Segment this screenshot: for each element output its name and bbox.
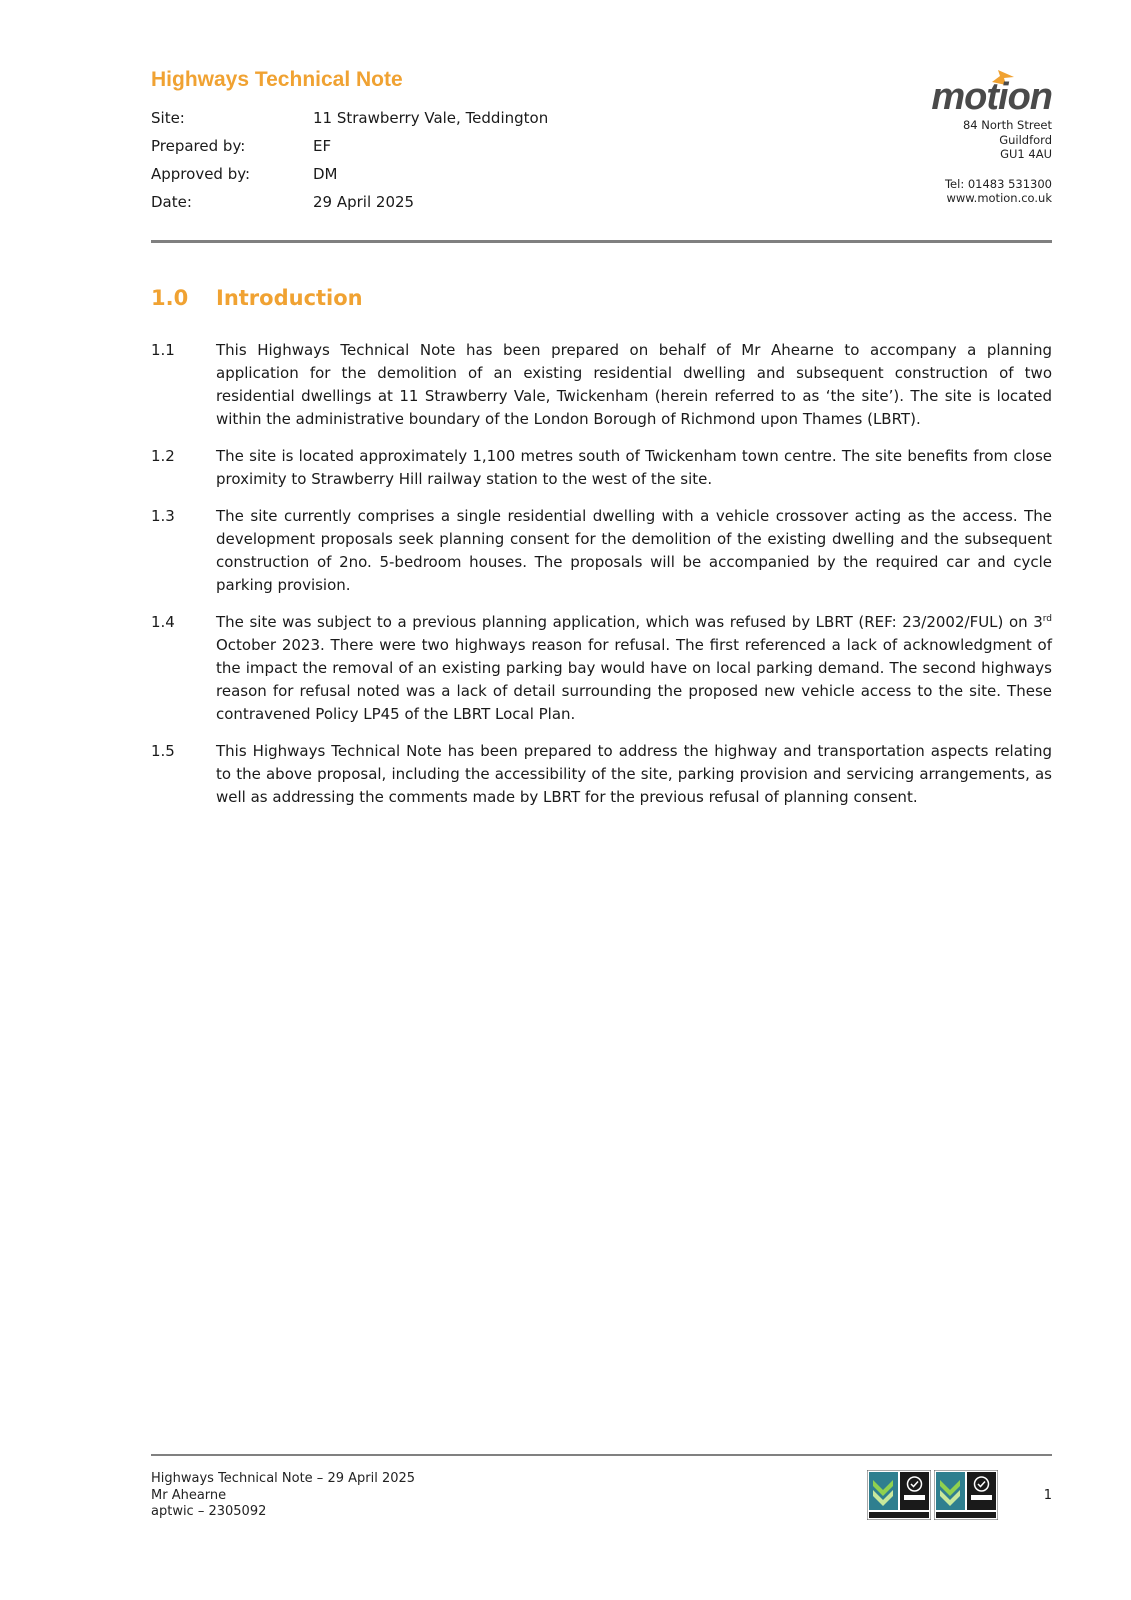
meta-row-approved-by: [151, 160, 548, 188]
paragraph-text: The site currently comprises a single residential dwelling with a vehicle crossover acting as the access. The development proposals seek planning consent for the demolition of the existing dwelling and the subsequent construction of 2no. 5-bedroom houses. The proposals will be accompanied by the required car and cycle parking provision.: [216, 507, 1052, 594]
paragraph-text-part: October 2023. There were two highways reason for refusal. The first referenced a lack of acknowledgment of the impact the removal of an existing parking bay would have on local parking demand. The second highways reason for refusal noted was a lack of detail surrounding the proposed new vehicle access to the site. These contravened Policy LP45 of the LBRT Local Plan.: [216, 636, 1052, 723]
address-line: GU1 4AU: [1000, 147, 1052, 161]
meta-row-date: [151, 188, 548, 216]
paragraph: [151, 740, 1052, 809]
footer-line: aptwic – 2305092: [151, 1504, 267, 1519]
document-title: Highways Technical Note: [151, 68, 403, 91]
meta-label: Date:: [151, 193, 192, 211]
paragraph-number: 1.1: [151, 341, 175, 359]
ordinal-suffix: rd: [1042, 614, 1052, 624]
header-divider: [151, 240, 1052, 243]
paragraph: [151, 445, 1052, 491]
paragraph-number: 1.5: [151, 742, 175, 760]
meta-value: 11 Strawberry Vale, Teddington: [313, 109, 549, 127]
iso-certification-badge-icon: [867, 1470, 931, 1520]
paragraph-text: This Highways Technical Note has been prepared on behalf of Mr Ahearne to accompany a planning application for the demolition of an existing residential dwelling and subsequent construction of two residential dwellings at 11 Strawberry Vale, Twickenham (herein referred to as ‘the site’). The site is located within the administrative boundary of the London Borough of Richmond upon Thames (LBRT).: [216, 341, 1052, 428]
address-line: 84 North Street: [962, 118, 1052, 132]
paragraph-text: The site is located approximately 1,100 metres south of Twickenham town centre. The site benefits from close proximity to Strawberry Hill railway station to the west of the site.: [216, 447, 1052, 488]
meta-value: 29 April 2025: [313, 193, 415, 211]
section-title: Introduction: [216, 286, 363, 310]
paragraph-text: This Highways Technical Note has been prepared to address the highway and transportation aspects relating to the above proposal, including the accessibility of the site, parking provision and servicing arrangements, as well as addressing the comments made by LBRT for the previous refusal of planning consent.: [216, 742, 1052, 806]
paragraph-text-part: The site was subject to a previous planning application, which was refused by LBRT (REF: 23/2002/FUL) on 3: [216, 613, 1043, 631]
company-logo: [922, 66, 1052, 116]
document-meta: [151, 104, 548, 216]
address-line: Guildford: [999, 132, 1052, 147]
section-heading: [151, 286, 363, 310]
paragraph: [151, 505, 1052, 597]
page-number: 1: [1043, 1488, 1052, 1503]
footer-info: [151, 1471, 415, 1521]
paragraph-number: 1.4: [151, 613, 175, 631]
meta-label: Prepared by:: [151, 137, 246, 155]
paragraph-number: 1.2: [151, 447, 175, 465]
footer-line: Mr Ahearne: [151, 1487, 227, 1503]
paragraph: [151, 339, 1052, 431]
section-number: 1.0: [151, 286, 189, 310]
paragraph-text: [216, 611, 1052, 726]
company-website: www.motion.co.uk: [946, 191, 1052, 205]
paragraph-number: 1.3: [151, 507, 175, 525]
footer-line: Highways Technical Note – 29 April 2025: [151, 1471, 416, 1486]
paragraph: [151, 611, 1052, 726]
iso-certification-badge-icon: [934, 1470, 998, 1520]
logo-wordmark: motion: [931, 76, 1052, 118]
meta-label: Site:: [151, 109, 185, 127]
meta-label: Approved by:: [151, 165, 251, 183]
footer-divider: [151, 1454, 1052, 1456]
section-body: [151, 339, 1052, 823]
meta-row-site: [151, 104, 548, 132]
meta-row-prepared-by: [151, 132, 548, 160]
meta-value: DM: [313, 165, 338, 183]
company-telephone: Tel: 01483 531300: [944, 176, 1052, 191]
meta-value: EF: [313, 137, 332, 155]
company-address: [945, 118, 1052, 206]
